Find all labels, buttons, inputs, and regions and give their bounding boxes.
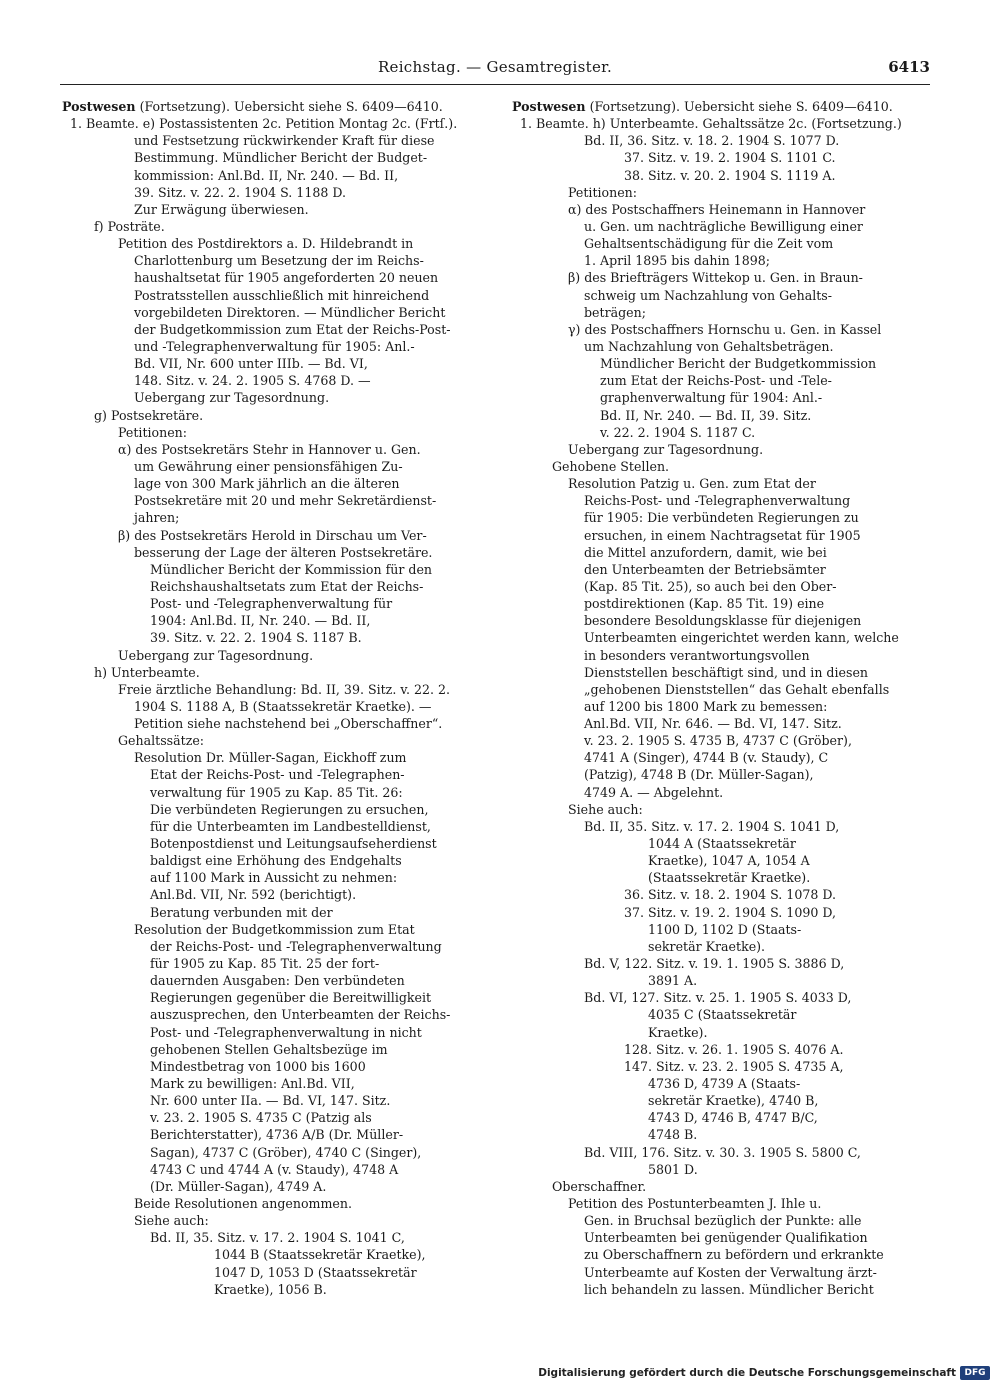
text-line: Petitionen: xyxy=(118,424,188,440)
text-line: Die verbündeten Regierungen zu ersuchen, xyxy=(150,801,429,817)
text-line: α) des Postsekretärs Stehr in Hannover u. Gen. xyxy=(118,441,421,457)
text-line: Reichshaushaltsetats zum Etat der Reichs- xyxy=(150,578,424,594)
text-line: 1904 S. 1188 A, B (Staatssekretär Kraetke). — xyxy=(134,698,432,714)
text-line: Bd. V, 122. Sitz. v. 19. 1. 1905 S. 3886 D, xyxy=(584,956,845,972)
text-line: 38. Sitz. v. 20. 2. 1904 S. 1119 A. xyxy=(624,167,836,183)
text-line: 1904: Anl.Bd. II, Nr. 240. — Bd. II, xyxy=(150,613,371,629)
text-line: Postratsstellen ausschließlich mit hinreichend xyxy=(134,287,430,303)
text-line: besondere Besoldungsklasse für diejenigen xyxy=(584,613,862,629)
text-line: Anl.Bd. VII, Nr. 592 (berichtigt). xyxy=(150,887,357,903)
text-line: Gehaltssätze: xyxy=(118,733,205,749)
text-line: um Gewährung einer pensionsfähigen Zu- xyxy=(134,458,403,474)
text-line: 37. Sitz. v. 19. 2. 1904 S. 1090 D, xyxy=(624,904,837,920)
text-line: Beide Resolutionen angenommen. xyxy=(134,1196,352,1211)
text-line: Unterbeamten bei genügender Qualifikation xyxy=(584,1230,868,1246)
text-line: Botenpostdienst und Leitungsaufseherdienst xyxy=(150,836,437,852)
text-line: Bd. VI, 127. Sitz. v. 25. 1. 1905 S. 4033 D, xyxy=(584,990,852,1006)
text-line: 1. April 1895 bis dahin 1898; xyxy=(584,253,770,269)
text-line: Petition siehe nachstehend bei „Oberschaffner“. xyxy=(134,716,443,732)
text-line: Mark zu bewilligen: Anl.Bd. VII, xyxy=(150,1076,355,1092)
text-line: „gehobenen Dienststellen“ das Gehalt ebenfalls xyxy=(584,681,890,697)
text-line: und -Telegraphenverwaltung für 1905: Anl.- xyxy=(134,338,415,354)
right-column xyxy=(512,98,928,1298)
text-line: 5801 D. xyxy=(648,1161,698,1177)
text-line: Uebergang zur Tagesordnung. xyxy=(568,441,764,457)
text-line: 37. Sitz. v. 19. 2. 1904 S. 1101 C. xyxy=(624,150,836,166)
footer-credit: Digitalisierung gefördert durch die Deutsche Forschungsgemeinschaft xyxy=(538,1367,956,1379)
text-line: f) Posträte. xyxy=(94,218,165,234)
text-line: sekretär Kraetke), 4740 B, xyxy=(648,1093,819,1109)
text-line: für die Unterbeamten im Landbestelldienst, xyxy=(150,818,431,834)
text-line: 4743 C und 4744 A (v. Staudy), 4748 A xyxy=(150,1161,399,1177)
text-line: 39. Sitz. v. 22. 2. 1904 S. 1187 B. xyxy=(150,630,362,646)
text-line: 4741 A (Singer), 4744 B (v. Staudy), C xyxy=(584,750,829,766)
text-line: 3891 A. xyxy=(648,973,698,989)
text-line: Mündlicher Bericht der Kommission für den xyxy=(150,561,433,577)
text-line: für 1905 zu Kap. 85 Tit. 25 der fort- xyxy=(150,956,380,972)
text-line: Bd. II, 35. Sitz. v. 17. 2. 1904 S. 1041 C, xyxy=(150,1230,405,1246)
text-line: Petition des Postdirektors a. D. Hildebrandt in xyxy=(118,236,414,252)
text-line: der Budgetkommission zum Etat der Reichs-Post- xyxy=(134,321,451,337)
text-line: Bd. VII, Nr. 600 unter IIIb. — Bd. VI, xyxy=(134,356,368,372)
text-line: ersuchen, in einem Nachtragsetat für 1905 xyxy=(584,527,861,543)
text-line: 148. Sitz. v. 24. 2. 1905 S. 4768 D. — xyxy=(134,373,371,389)
text-line: und Festsetzung rückwirkender Kraft für diese xyxy=(134,133,435,149)
text-line: Mündlicher Bericht der Budgetkommission xyxy=(600,356,877,372)
text-line: Bd. II, 36. Sitz. v. 18. 2. 1904 S. 1077 D. xyxy=(584,133,840,149)
text-line: 4035 C (Staatssekretär xyxy=(648,1007,797,1023)
text-line: auf 1200 bis 1800 Mark zu bemessen: xyxy=(584,698,828,714)
text-line: um Nachzahlung von Gehaltsbeträgen. xyxy=(584,338,834,354)
text-line: 1. Beamte. e) Postassistenten 2c. Petition Montag 2c. (Frtſ.). xyxy=(70,116,458,132)
text-line: Anl.Bd. VII, Nr. 646. — Bd. VI, 147. Sitz. xyxy=(584,716,842,732)
text-line: 4749 A. — Abgelehnt. xyxy=(584,784,724,800)
text-line: Resolution Patzig u. Gen. zum Etat der xyxy=(568,476,816,492)
text-line: 36. Sitz. v. 18. 2. 1904 S. 1078 D. xyxy=(624,887,837,903)
entry-keyword: Postwesen xyxy=(62,99,136,114)
text-line: graphenverwaltung für 1904: Anl.- xyxy=(600,390,823,406)
text-line: Petition des Postunterbeamten J. Ihle u. xyxy=(568,1196,822,1211)
page-number: 6413 xyxy=(888,58,930,76)
text-line: 128. Sitz. v. 26. 1. 1905 S. 4076 A. xyxy=(624,1041,844,1057)
text-line: Oberschaffner. xyxy=(552,1178,647,1194)
text-line: Postsekretäre mit 20 und mehr Sekretärdienst- xyxy=(134,493,437,509)
text-line: 4748 B. xyxy=(648,1127,698,1143)
text-line: den Unterbeamten der Betriebsämter xyxy=(584,561,826,577)
text-line: Post- und -Telegraphenverwaltung für xyxy=(150,596,393,612)
text-line: auf 1100 Mark in Aussicht zu nehmen: xyxy=(150,870,398,886)
header-title: Reichstag. — Gesamtregister. xyxy=(377,58,613,76)
text-line: Gehaltsentschädigung für die Zeit vom xyxy=(584,236,834,252)
text-line: Gen. in Bruchsal bezüglich der Punkte: alle xyxy=(584,1213,862,1229)
text-line: u. Gen. um nachträgliche Bewilligung einer xyxy=(584,218,863,234)
text-line: besserung der Lage der älteren Postsekretäre. xyxy=(134,544,433,560)
text-line: 4736 D, 4739 A (Staats- xyxy=(648,1076,801,1092)
footer xyxy=(538,1367,990,1381)
text-line: kommission: Anl.Bd. II, Nr. 240. — Bd. II, xyxy=(134,167,399,183)
text-line: γ) des Postschaffners Hornschu u. Gen. in Kassel xyxy=(568,321,882,337)
text-line: β) des Postsekretärs Herold in Dirschau um Ver- xyxy=(118,527,427,543)
text-line: dauernden Ausgaben: Den verbündeten xyxy=(150,973,405,989)
entry-keyword: Postwesen xyxy=(512,99,586,114)
text-line: Mindestbetrag von 1000 bis 1600 xyxy=(150,1058,366,1074)
text-line: Petitionen: xyxy=(568,184,638,200)
text-line: Kraetke), 1056 B. xyxy=(214,1281,327,1297)
text-line: Beratung verbunden mit der xyxy=(150,904,333,920)
text-line: beträgen; xyxy=(584,304,646,320)
text-line: Resolution Dr. Müller-Sagan, Eickhoff zum xyxy=(134,750,407,766)
text-line: die Mittel anzufordern, damit, wie bei xyxy=(584,544,827,560)
text-line: schweig um Nachzahlung von Gehalts- xyxy=(584,287,833,303)
text-line: zum Etat der Reichs-Post- und -Tele- xyxy=(600,373,832,389)
text-line: Reichs-Post- und -Telegraphenverwaltung xyxy=(584,493,851,509)
text-line: Uebergang zur Tagesordnung. xyxy=(134,390,330,406)
text-line: (Staatssekretär Kraetke). xyxy=(648,870,811,886)
text-line: lage von 300 Mark jährlich an die älteren xyxy=(134,476,400,492)
text-line: β) des Briefträgers Wittekop u. Gen. in Braun- xyxy=(568,270,863,286)
text-line: v. 22. 2. 1904 S. 1187 C. xyxy=(600,424,756,440)
text-line xyxy=(512,98,928,115)
text-line: 1100 D, 1102 D (Staats- xyxy=(648,921,802,937)
text-line: Post- und -Telegraphenverwaltung in nicht xyxy=(150,1024,422,1040)
text-line: sekretär Kraetke). xyxy=(648,938,766,954)
text-line: Nr. 600 unter IIa. — Bd. VI, 147. Sitz. xyxy=(150,1093,391,1109)
text-line: Bestimmung. Mündlicher Bericht der Budget- xyxy=(134,150,428,166)
text-line: (Dr. Müller-Sagan), 4749 A. xyxy=(150,1178,327,1194)
text-line: Siehe auch: xyxy=(134,1213,209,1229)
text-line: vorgebildeten Direktoren. — Mündlicher Bericht xyxy=(134,304,446,320)
text-line: 1047 D, 1053 D (Staatssekretär xyxy=(214,1264,417,1280)
text-line: Berichterstatter), 4736 A/B (Dr. Müller- xyxy=(150,1127,404,1143)
header-rule xyxy=(60,84,930,85)
text-line: für 1905: Die verbündeten Regierungen zu xyxy=(584,510,859,526)
text-line: auszusprechen, den Unterbeamten der Reichs- xyxy=(150,1007,451,1023)
dfg-logo: DFG xyxy=(960,1366,990,1380)
text-line: h) Unterbeamte. xyxy=(94,664,200,680)
text-line: Bd. II, 35. Sitz. v. 17. 2. 1904 S. 1041 D, xyxy=(584,818,840,834)
text-line: gehobenen Stellen Gehaltsbezüge im xyxy=(150,1041,388,1057)
text-line: 1044 B (Staatssekretär Kraetke), xyxy=(214,1247,426,1263)
text-line: Resolution der Budgetkommission zum Etat xyxy=(134,921,415,937)
text-line: Siehe auch: xyxy=(568,801,643,817)
text-line: v. 23. 2. 1905 S. 4735 B, 4737 C (Gröber), xyxy=(584,733,852,749)
text-line: verwaltung für 1905 zu Kap. 85 Tit. 26: xyxy=(150,784,403,800)
text-line: baldigst eine Erhöhung des Endgehalts xyxy=(150,853,402,869)
text-line: α) des Postschaffners Heinemann in Hannover xyxy=(568,201,866,217)
entry-text: (Fortsetzung). Uebersicht siehe S. 6409—6410. xyxy=(135,99,443,114)
text-line: der Reichs-Post- und -Telegraphenverwaltung xyxy=(150,938,442,954)
text-line: Dienststellen beschäftigt sind, und in diesen xyxy=(584,664,869,680)
text-line: v. 23. 2. 1905 S. 4735 C (Patzig als xyxy=(150,1110,372,1126)
text-line: Bd. II, Nr. 240. — Bd. II, 39. Sitz. xyxy=(600,407,812,423)
text-line: 147. Sitz. v. 23. 2. 1905 S. 4735 A, xyxy=(624,1058,844,1074)
text-line: lich behandeln zu lassen. Mündlicher Bericht xyxy=(584,1281,874,1297)
text-line: (Kap. 85 Tit. 25), so auch bei den Ober- xyxy=(584,578,837,594)
text-line: Kraetke), 1047 A, 1054 A xyxy=(648,853,810,869)
text-line: 1044 A (Staatssekretär xyxy=(648,836,796,852)
running-header xyxy=(60,58,930,82)
text-line: Zur Erwägung überwiesen. xyxy=(134,201,309,217)
text-line: 1. Beamte. h) Unterbeamte. Gehaltssätze 2c. (Fortsetzung.) xyxy=(520,116,902,132)
entry-text: (Fortsetzung). Uebersicht siehe S. 6409—6410. xyxy=(585,99,893,114)
text-line: in besonders verantwortungsvollen xyxy=(584,647,810,663)
text-line: Unterbeamten eingerichtet werden kann, welche xyxy=(584,630,899,646)
text-line: Gehobene Stellen. xyxy=(552,458,670,474)
text-line: Sagan), 4737 C (Gröber), 4740 C (Singer), xyxy=(150,1144,422,1160)
text-line: Kraetke). xyxy=(648,1024,708,1040)
text-line: Uebergang zur Tagesordnung. xyxy=(118,647,314,663)
text-line: Charlottenburg um Besetzung der im Reichs- xyxy=(134,253,424,269)
text-line: haushaltsetat für 1905 angeforderten 20 neuen xyxy=(134,270,439,286)
text-line: 4743 D, 4746 B, 4747 B/C, xyxy=(648,1110,818,1126)
text-line: Etat der Reichs-Post- und -Telegraphen- xyxy=(150,767,405,783)
text-line: (Patzig), 4748 B (Dr. Müller-Sagan), xyxy=(584,767,814,783)
text-line: Freie ärztliche Behandlung: Bd. II, 39. Sitz. v. 22. 2. xyxy=(118,681,450,697)
text-line: Unterbeamte auf Kosten der Verwaltung ärzt- xyxy=(584,1264,877,1280)
text-line xyxy=(62,98,478,115)
text-line: zu Oberschaffnern zu befördern und erkrankte xyxy=(584,1247,884,1263)
text-line: jahren; xyxy=(134,510,180,526)
text-line: g) Postsekretäre. xyxy=(94,407,204,423)
text-line: postdirektionen (Kap. 85 Tit. 19) eine xyxy=(584,596,825,612)
text-line: Regierungen gegenüber die Bereitwilligkeit xyxy=(150,990,432,1006)
text-line: 39. Sitz. v. 22. 2. 1904 S. 1188 D. xyxy=(134,184,347,200)
left-column xyxy=(62,98,478,1298)
text-line: Bd. VIII, 176. Sitz. v. 30. 3. 1905 S. 5800 C, xyxy=(584,1144,861,1160)
